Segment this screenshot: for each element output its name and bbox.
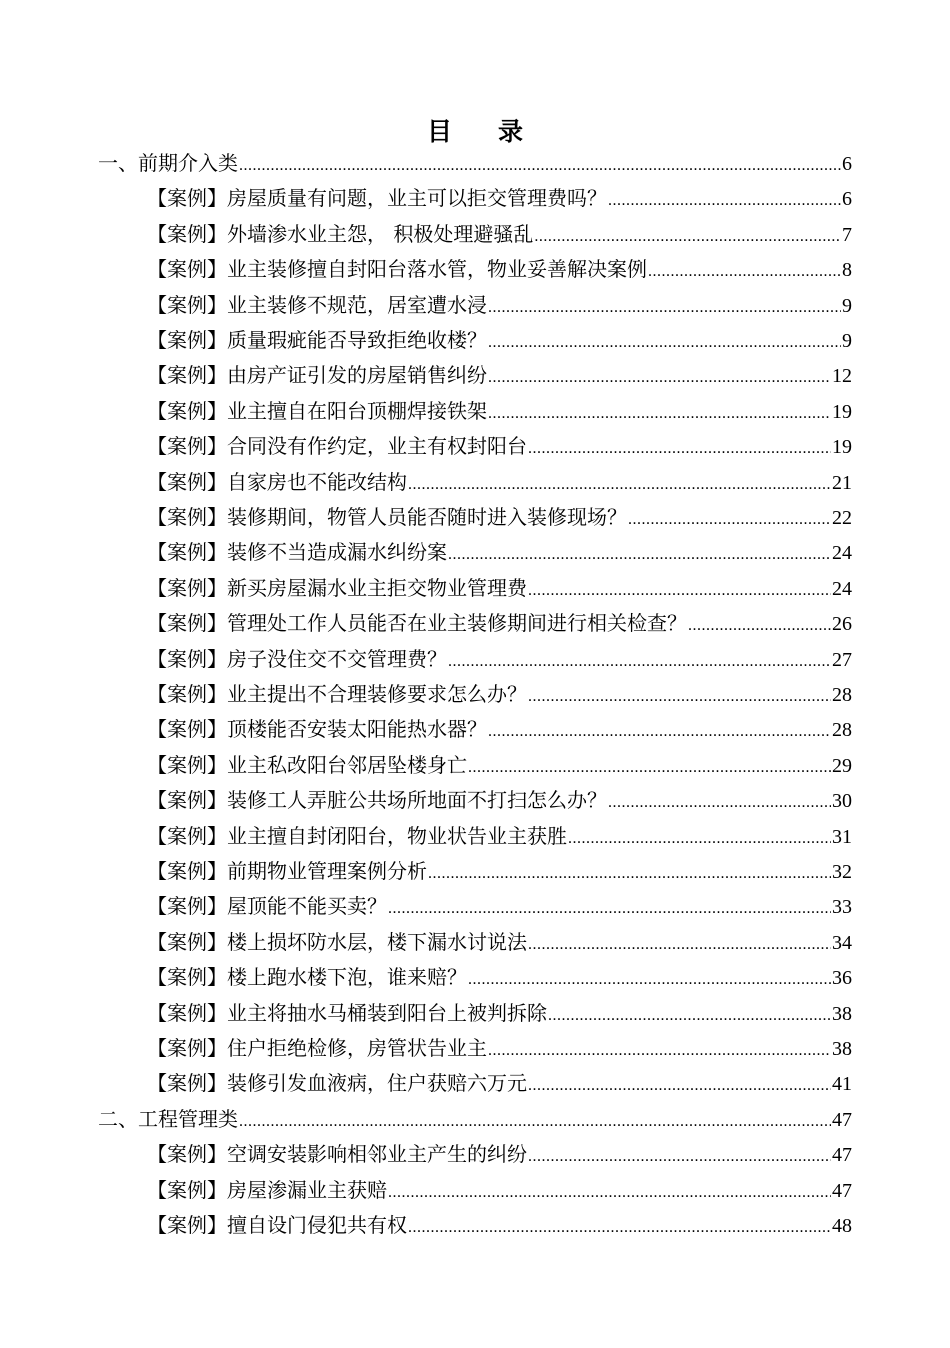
toc-dot-leader: [648, 254, 841, 289]
toc-page-number: 24: [832, 577, 852, 600]
toc-page-number: 24: [832, 542, 852, 565]
toc-dot-leader: [488, 396, 831, 431]
toc-dot-leader: [608, 785, 831, 820]
toc-dot-leader: [488, 290, 841, 325]
toc-entry-label: 【案例】自家房也不能改结构: [147, 469, 407, 494]
toc-section-entry[interactable]: [98, 146, 852, 181]
toc-case-entry[interactable]: [147, 819, 852, 854]
toc-entry-label: 【案例】管理处工作人员能否在业主装修期间进行相关检查？: [147, 611, 687, 636]
toc-case-entry[interactable]: [147, 535, 852, 570]
toc-page-number: 31: [832, 825, 852, 848]
toc-dot-leader: [528, 431, 831, 466]
toc-dot-leader: [448, 644, 831, 679]
toc-dot-leader: [488, 1033, 831, 1068]
toc-entry-label: 【案例】装修期间，物管人员能否随时进入装修现场？: [147, 505, 627, 529]
toc-entry-label: 二、工程管理类: [98, 1106, 238, 1131]
toc-entry-label: 【案例】房子没住交不交管理费？: [147, 646, 447, 671]
toc-entry-label: 【案例】楼上损坏防水层，楼下漏水讨说法: [147, 929, 527, 954]
title-left-char: 目: [426, 117, 452, 146]
toc-entry-label: 【案例】合同没有作约定，业主有权封阳台: [147, 434, 527, 459]
toc-case-entry[interactable]: [147, 252, 852, 287]
toc-case-entry[interactable]: [147, 1208, 852, 1243]
toc-dot-leader: [608, 183, 841, 218]
toc-case-entry[interactable]: [147, 217, 852, 252]
toc-case-entry[interactable]: [147, 854, 852, 889]
toc-entry-label: 【案例】质量瑕疵能否导致拒绝收楼？: [147, 328, 487, 352]
toc-case-entry[interactable]: [147, 394, 852, 429]
toc-page-number: 28: [832, 684, 852, 706]
toc-dot-leader: [239, 1104, 831, 1139]
toc-case-entry[interactable]: [147, 996, 852, 1031]
toc-dot-leader: [534, 219, 841, 254]
toc-entry-label: 【案例】业主擅自在阳台顶棚焊接铁架: [147, 398, 487, 423]
toc-case-entry[interactable]: [147, 1031, 852, 1066]
toc-entry-label: 【案例】楼上跑水楼下泡，谁来赔？: [147, 965, 467, 990]
toc-entry-label: 【案例】装修工人弄脏公共场所地面不打扫怎么办？: [147, 788, 607, 813]
toc-case-entry[interactable]: [147, 571, 852, 606]
toc-dot-leader: [548, 998, 831, 1033]
toc-dot-leader: [388, 1175, 831, 1210]
toc-page-number: 9: [842, 294, 852, 317]
toc-entry-label: 【案例】业主装修不规范，居室遭水浸: [147, 292, 487, 317]
toc-page-number: 19: [832, 400, 852, 423]
toc-entry-label: 【案例】房屋渗漏业主获赔: [147, 1177, 387, 1202]
toc-entry-label: 【案例】业主装修擅自封阳台落水管，物业妥善解决案例: [147, 257, 647, 282]
toc-page-number: 6: [842, 188, 852, 211]
toc-entry-label: 【案例】前期物业管理案例分析: [147, 859, 427, 883]
toc-page-number: 29: [832, 754, 852, 777]
toc-case-entry[interactable]: [147, 1137, 852, 1172]
toc-case-entry[interactable]: [147, 323, 852, 358]
toc-dot-leader: [688, 608, 831, 643]
toc-entry-label: 【案例】装修引发血液病，住户获赔六万元: [147, 1071, 527, 1096]
toc-dot-leader: [239, 148, 841, 183]
toc-case-entry[interactable]: [147, 677, 852, 712]
toc-page-number: 9: [842, 330, 852, 352]
toc-case-entry[interactable]: [147, 642, 852, 677]
toc-entry-label: 【案例】业主提出不合理装修要求怎么办？: [147, 682, 527, 706]
toc-case-entry[interactable]: [147, 181, 852, 216]
toc-entry-label: 一、前期介入类: [98, 151, 238, 175]
toc-case-entry[interactable]: [147, 1066, 852, 1101]
toc-page-number: 30: [832, 790, 852, 813]
toc-entry-label: 【案例】由房产证引发的房屋销售纠纷: [147, 363, 487, 388]
toc-page-number: 21: [832, 471, 852, 494]
toc-page-number: 6: [842, 153, 852, 175]
toc-dot-leader: [468, 962, 831, 997]
toc-entry-label: 【案例】新买房屋漏水业主拒交物业管理费: [147, 575, 527, 600]
toc-entry-label: 【案例】业主擅自封闭阳台，物业状告业主获胜: [147, 823, 567, 848]
toc-entry-label: 【案例】顶楼能否安装太阳能热水器？: [147, 717, 487, 742]
toc-dot-leader: [408, 467, 831, 502]
toc-page-number: 38: [832, 1002, 852, 1025]
toc-page-number: 47: [832, 1108, 852, 1131]
toc-case-entry[interactable]: [147, 748, 852, 783]
toc-case-entry[interactable]: [147, 925, 852, 960]
toc-dot-leader: [568, 821, 831, 856]
toc-case-entry[interactable]: [147, 358, 852, 393]
toc-case-entry[interactable]: [147, 889, 852, 924]
toc-case-entry[interactable]: [147, 1173, 852, 1208]
toc-dot-leader: [528, 573, 831, 608]
toc-page-number: 28: [832, 719, 852, 742]
toc-case-entry[interactable]: [147, 429, 852, 464]
toc-entry-label: 【案例】屋顶能不能买卖？: [147, 894, 387, 919]
toc-dot-leader: [448, 537, 831, 572]
toc-page-number: 41: [832, 1073, 852, 1096]
toc-page-number: 32: [832, 861, 852, 883]
toc-dot-leader: [628, 502, 831, 537]
toc-page-number: 38: [832, 1038, 852, 1060]
toc-dot-leader: [528, 679, 831, 714]
toc-dot-leader: [528, 1068, 831, 1103]
toc-entry-label: 【案例】业主私改阳台邻居坠楼身亡: [147, 752, 467, 777]
toc-entry-label: 【案例】外墙渗水业主怨， 积极处理避骚乱: [147, 221, 534, 246]
toc-page-number: 19: [832, 436, 852, 459]
toc-dot-leader: [528, 927, 831, 962]
toc-dot-leader: [388, 891, 831, 926]
toc-entry-label: 【案例】房屋质量有问题，业主可以拒交管理费吗？: [147, 186, 607, 211]
toc-case-entry[interactable]: [147, 783, 852, 818]
toc-page-number: 7: [842, 223, 852, 246]
toc-page-number: 47: [832, 1179, 852, 1202]
toc-page-number: 33: [832, 896, 852, 919]
toc-case-entry[interactable]: [147, 500, 852, 535]
toc-entry-label: 【案例】业主将抽水马桶装到阳台上被判拆除: [147, 1000, 547, 1025]
toc-case-entry[interactable]: [147, 712, 852, 747]
toc-page-number: 47: [832, 1144, 852, 1167]
toc-case-entry[interactable]: [147, 606, 852, 641]
toc-entry-label: 【案例】住户拒绝检修，房管状告业主: [147, 1036, 487, 1060]
toc-page-number: 26: [832, 613, 852, 636]
toc-dot-leader: [468, 750, 831, 785]
toc-page-number: 27: [832, 648, 852, 671]
toc-dot-leader: [488, 714, 831, 749]
toc-section-entry[interactable]: [98, 1102, 852, 1137]
toc-dot-leader: [428, 856, 831, 891]
toc-page-number: 34: [832, 931, 852, 954]
toc-dot-leader: [528, 1139, 831, 1174]
toc-entry-label: 【案例】装修不当造成漏水纠纷案: [147, 540, 447, 565]
toc-case-entry[interactable]: [147, 465, 852, 500]
toc-case-entry[interactable]: [147, 960, 852, 995]
title-right-char: 录: [498, 117, 524, 146]
toc-page-number: 36: [832, 967, 852, 990]
toc-dot-leader: [408, 1210, 831, 1245]
toc-dot-leader: [488, 360, 831, 395]
toc-page-number: 12: [832, 365, 852, 388]
toc-dot-leader: [488, 325, 841, 360]
page-title: [0, 112, 950, 148]
toc-entry-label: 【案例】擅自设门侵犯共有权: [147, 1213, 407, 1237]
toc-page-number: 8: [842, 259, 852, 282]
toc-page-number: 22: [832, 507, 852, 529]
toc-page-number: 48: [832, 1215, 852, 1237]
toc-case-entry[interactable]: [147, 288, 852, 323]
toc-entry-label: 【案例】空调安装影响相邻业主产生的纠纷: [147, 1142, 527, 1167]
